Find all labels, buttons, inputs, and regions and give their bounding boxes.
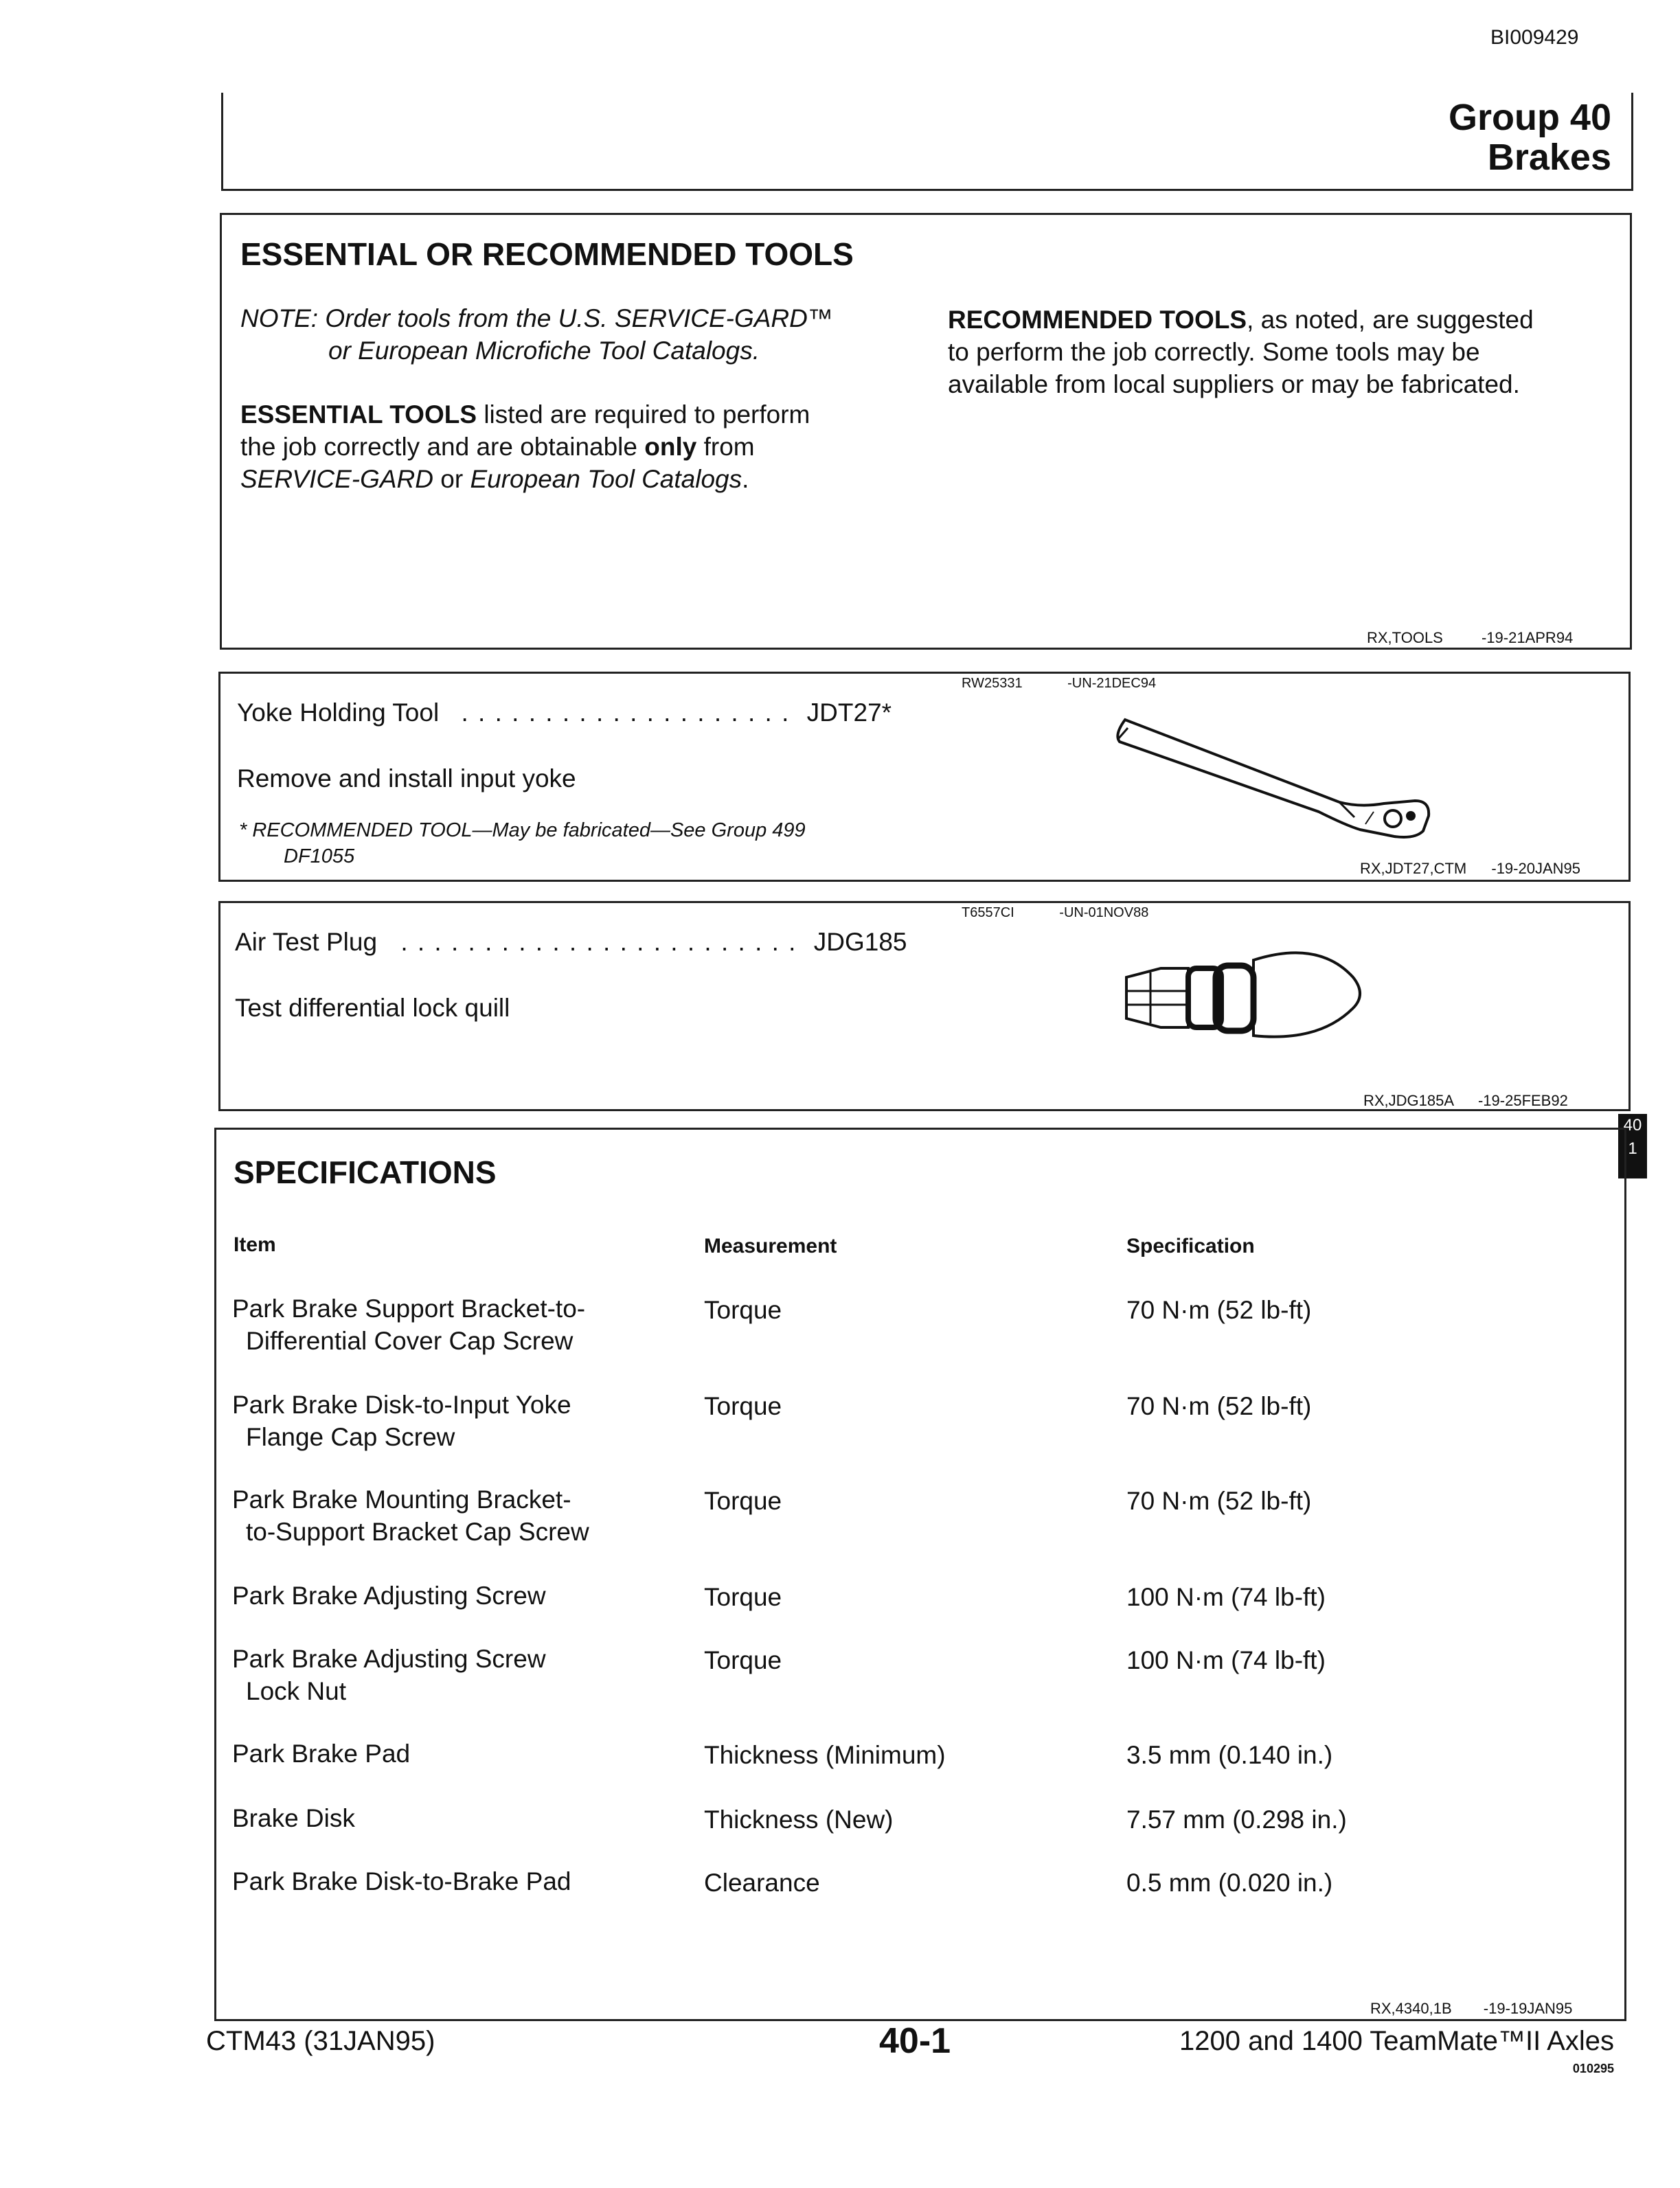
spec-item: Park Brake Adjusting Screw bbox=[232, 1645, 546, 1673]
tools-ref bbox=[1367, 629, 1573, 647]
tool-yoke-img-label bbox=[962, 676, 1156, 692]
specs-ref bbox=[1370, 2000, 1572, 2018]
recommended-label: RECOMMENDED TOOLS bbox=[948, 306, 1247, 334]
document-id: BI009429 bbox=[1490, 26, 1579, 49]
spec-value: 0.5 mm (0.020 in.) bbox=[1126, 1869, 1333, 1897]
order-note-line2: or European Microfiche Tool Catalogs. bbox=[328, 337, 760, 365]
recommended-line2: to perform the job correctly. Some tools may be bbox=[948, 338, 1480, 366]
recommended-line3: available from local suppliers or may be fabricated. bbox=[948, 370, 1520, 398]
tool-airplug-desc: Test differential lock quill bbox=[235, 994, 510, 1022]
essential-tools-paragraph bbox=[240, 398, 810, 495]
essential-line1: listed are required to perform bbox=[484, 400, 810, 429]
page-number: 40-1 bbox=[879, 2021, 951, 2061]
order-note-line1: NOTE: Order tools from the U.S. SERVICE-GARD™ bbox=[240, 304, 833, 332]
header-box bbox=[221, 93, 1633, 191]
spec-item: Park Brake Adjusting Screw bbox=[232, 1582, 546, 1610]
spec-measurement: Thickness (New) bbox=[704, 1805, 894, 1834]
col-measurement: Measurement bbox=[704, 1235, 837, 1257]
tool-airplug-ref bbox=[1363, 1092, 1568, 1110]
spec-measurement: Torque bbox=[704, 1392, 782, 1420]
section-tab-page: 1 bbox=[1628, 1139, 1637, 1158]
recommended-line1: , as noted, are suggested bbox=[1247, 306, 1534, 334]
group-title bbox=[1449, 98, 1611, 177]
tool-yoke-number: JDT27* bbox=[806, 698, 892, 727]
img-id: RW25331 bbox=[962, 676, 1023, 691]
spec-item-cont: Differential Cover Cap Screw bbox=[246, 1327, 574, 1355]
col-specification: Specification bbox=[1126, 1235, 1255, 1257]
footer-title: 1200 and 1400 TeamMate™II Axles bbox=[1179, 2026, 1614, 2056]
spec-item: Park Brake Pad bbox=[232, 1740, 411, 1768]
leader-dots: . . . . . . . . . . . . . . . . . . . . . . . . bbox=[400, 928, 797, 956]
spec-value: 3.5 mm (0.140 in.) bbox=[1126, 1741, 1333, 1769]
spec-measurement: Torque bbox=[704, 1583, 782, 1611]
specs-heading: SPECIFICATIONS bbox=[234, 1154, 497, 1190]
essential-only: only bbox=[644, 433, 697, 461]
section-title: Brakes bbox=[1487, 137, 1611, 178]
tool-airplug-number: JDG185 bbox=[813, 928, 907, 956]
col-item: Item bbox=[234, 1233, 276, 1256]
tools-heading: ESSENTIAL OR RECOMMENDED TOOLS bbox=[240, 236, 854, 272]
section-tab-group: 40 bbox=[1623, 1116, 1642, 1135]
essential-line3b: or bbox=[440, 465, 464, 493]
ref-code: -19-25FEB92 bbox=[1477, 1092, 1568, 1109]
order-note bbox=[240, 302, 833, 367]
leader-dots: . . . . . . . . . . . . . . . . . . . . bbox=[461, 698, 791, 727]
ref-code: -19-19JAN95 bbox=[1483, 2000, 1573, 2017]
spec-item: Brake Disk bbox=[232, 1804, 355, 1832]
spec-measurement: Torque bbox=[704, 1296, 782, 1324]
tool-airplug-line bbox=[235, 926, 907, 958]
img-id: T6557CI bbox=[962, 905, 1014, 920]
spec-measurement: Clearance bbox=[704, 1869, 820, 1897]
tool-yoke-footnote bbox=[239, 817, 806, 869]
tool-airplug-name: Air Test Plug bbox=[235, 928, 378, 956]
footnote-line2: DF1055 bbox=[284, 845, 355, 867]
essential-line3c: European Tool Catalogs bbox=[470, 465, 742, 493]
spec-item-cont: to-Support Bracket Cap Screw bbox=[246, 1518, 589, 1546]
spec-item: Park Brake Disk-to-Input Yoke bbox=[232, 1391, 571, 1419]
air-test-plug-illustration bbox=[1113, 939, 1374, 1056]
tools-ref-code: -19-21APR94 bbox=[1481, 629, 1574, 646]
ref-id: RX,4340,1B bbox=[1370, 2000, 1452, 2017]
spec-measurement: Torque bbox=[704, 1487, 782, 1515]
spec-item: Park Brake Support Bracket-to- bbox=[232, 1295, 586, 1323]
spec-item: Park Brake Mounting Bracket- bbox=[232, 1485, 571, 1514]
tools-ref-id: RX,TOOLS bbox=[1367, 629, 1443, 646]
spec-value: 7.57 mm (0.298 in.) bbox=[1126, 1805, 1347, 1834]
tool-airplug-img-label bbox=[962, 905, 1148, 921]
footer-code: 010295 bbox=[1572, 2062, 1614, 2075]
tool-yoke-name: Yoke Holding Tool bbox=[237, 698, 440, 727]
essential-line3a: SERVICE-GARD bbox=[240, 465, 433, 493]
img-code: -UN-01NOV88 bbox=[1059, 905, 1149, 920]
group-number: Group 40 bbox=[1448, 97, 1611, 138]
spec-value: 70 N·m (52 lb-ft) bbox=[1126, 1296, 1312, 1324]
spec-item: Park Brake Disk-to-Brake Pad bbox=[232, 1867, 571, 1895]
tool-yoke-ref bbox=[1360, 860, 1580, 878]
spec-item-cont: Flange Cap Screw bbox=[246, 1423, 455, 1451]
yoke-holding-tool-illustration bbox=[1113, 714, 1442, 845]
recommended-tools-paragraph bbox=[948, 304, 1534, 400]
spec-measurement: Thickness (Minimum) bbox=[704, 1741, 946, 1769]
spec-value: 100 N·m (74 lb-ft) bbox=[1126, 1646, 1326, 1674]
spec-value: 100 N·m (74 lb-ft) bbox=[1126, 1583, 1326, 1611]
ref-id: RX,JDG185A bbox=[1363, 1092, 1453, 1109]
essential-line2a: the job correctly and are obtainable bbox=[240, 433, 637, 461]
ref-code: -19-20JAN95 bbox=[1491, 860, 1581, 877]
spec-item-cont: Lock Nut bbox=[246, 1677, 347, 1705]
essential-line3d: . bbox=[742, 465, 749, 493]
footnote-line1: * RECOMMENDED TOOL—May be fabricated—See Group 499 bbox=[239, 819, 806, 841]
essential-line2b: from bbox=[703, 433, 755, 461]
img-code: -UN-21DEC94 bbox=[1067, 676, 1157, 691]
spec-measurement: Torque bbox=[704, 1646, 782, 1674]
tool-yoke-desc: Remove and install input yoke bbox=[237, 764, 576, 793]
ref-id: RX,JDT27,CTM bbox=[1360, 860, 1467, 877]
essential-label: ESSENTIAL TOOLS bbox=[240, 400, 477, 429]
footer-manual: CTM43 (31JAN95) bbox=[206, 2026, 435, 2056]
spec-value: 70 N·m (52 lb-ft) bbox=[1126, 1487, 1312, 1515]
spec-value: 70 N·m (52 lb-ft) bbox=[1126, 1392, 1312, 1420]
tool-yoke-line bbox=[237, 696, 892, 729]
